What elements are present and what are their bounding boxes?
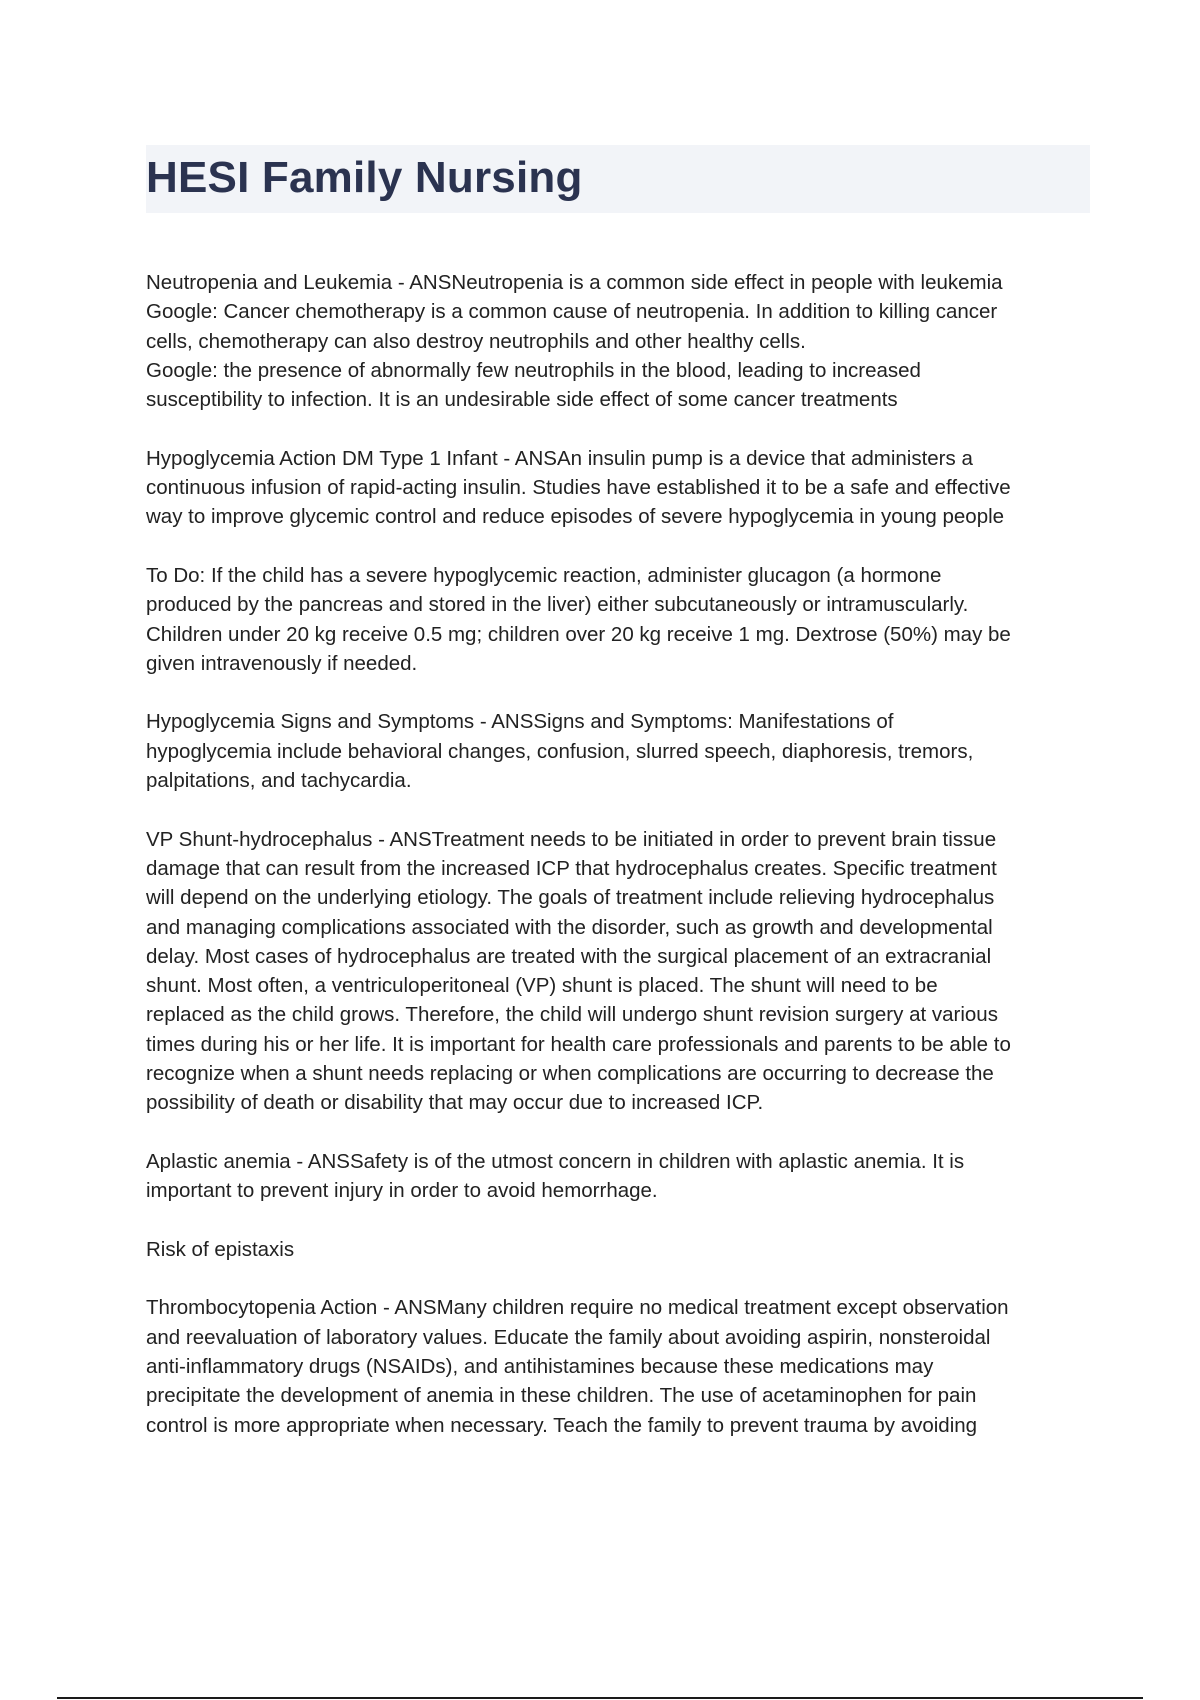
title-banner bbox=[146, 145, 1090, 213]
page-title: HESI Family Nursing bbox=[146, 153, 583, 202]
paragraph-hypoglycemia-signs: Hypoglycemia Signs and Symptoms - ANSSigns and Symptoms: Manifestations of hypoglycemia include behavioral changes, confusion, slurred speech, diaphoresis, tremors, palpitations, and tachycardia. bbox=[146, 710, 974, 793]
paragraph-neutropenia-leukemia: Neutropenia and Leukemia - ANSNeutropenia is a common side effect in people with leukemia Google: Cancer chemotherapy is a common cause of neutropenia. In addition to killing cancer cells, chemotherapy can also destroy neutrophils and other healthy cells. Google: the presence of abnormally few neutrophils in the blood, leading to increased susceptibility to infection. It is an undesirable side effect of some cancer treatments bbox=[146, 271, 1003, 412]
paragraph-hypoglycemia-to-do: To Do: If the child has a severe hypoglycemic reaction, administer glucagon (a hormone produced by the pancreas and stored in the liver) either subcutaneously or intramuscularly. Children under 20 kg receive 0.5 mg; children over 20 kg receive 1 mg. Dextrose (50%) may be given intravenously if needed. bbox=[146, 563, 1011, 675]
paragraph-vp-shunt: VP Shunt-hydrocephalus - ANSTreatment needs to be initiated in order to prevent brain tissue damage that can result from the increased ICP that hydrocephalus creates. Specific treatment will depend on the underlying etiology. The goals of treatment include relieving hydrocephalus and managing complications associated with the disorder, such as growth and developmental delay. Most cases of hydrocephalus are treated with the surgical placement of an extracranial shunt. Most often, a ventriculoperitoneal (VP) shunt is placed. The shunt will need to be replaced as the child grows. Therefore, the child will undergo shunt revision surgery at various times during his or her life. It is important for health care professionals and parents to be able to recognize when a shunt needs replacing or when complications are occurring to decrease the possibility of death or disability that may occur due to increased ICP. bbox=[146, 827, 1011, 1115]
footer-divider bbox=[57, 1697, 1143, 1699]
paragraph-aplastic-anemia: Aplastic anemia - ANSSafety is of the utmost concern in children with aplastic anemia. It is important to prevent injury in order to avoid hemorrhage. bbox=[146, 1149, 965, 1203]
paragraph-thrombocytopenia: Thrombocytopenia Action - ANSMany children require no medical treatment except observation and reevaluation of laboratory values. Educate the family about avoiding aspirin, nonsteroidal anti-inflammatory drugs (NSAIDs), and antihistamines because these medications may precipitate the development of anemia in these children. The use of acetaminophen for pain control is more appropriate when necessary. Teach the family to prevent trauma by avoiding bbox=[146, 1296, 1009, 1437]
paragraph-hypoglycemia-action: Hypoglycemia Action DM Type 1 Infant - ANSAn insulin pump is a device that administers a continuous infusion of rapid-acting insulin. Studies have established it to be a safe and effective way to improve glycemic control and reduce episodes of severe hypoglycemia in young people bbox=[146, 446, 1011, 529]
paragraph-risk-epistaxis: Risk of epistaxis bbox=[146, 1237, 295, 1261]
document-body bbox=[146, 268, 1096, 1469]
